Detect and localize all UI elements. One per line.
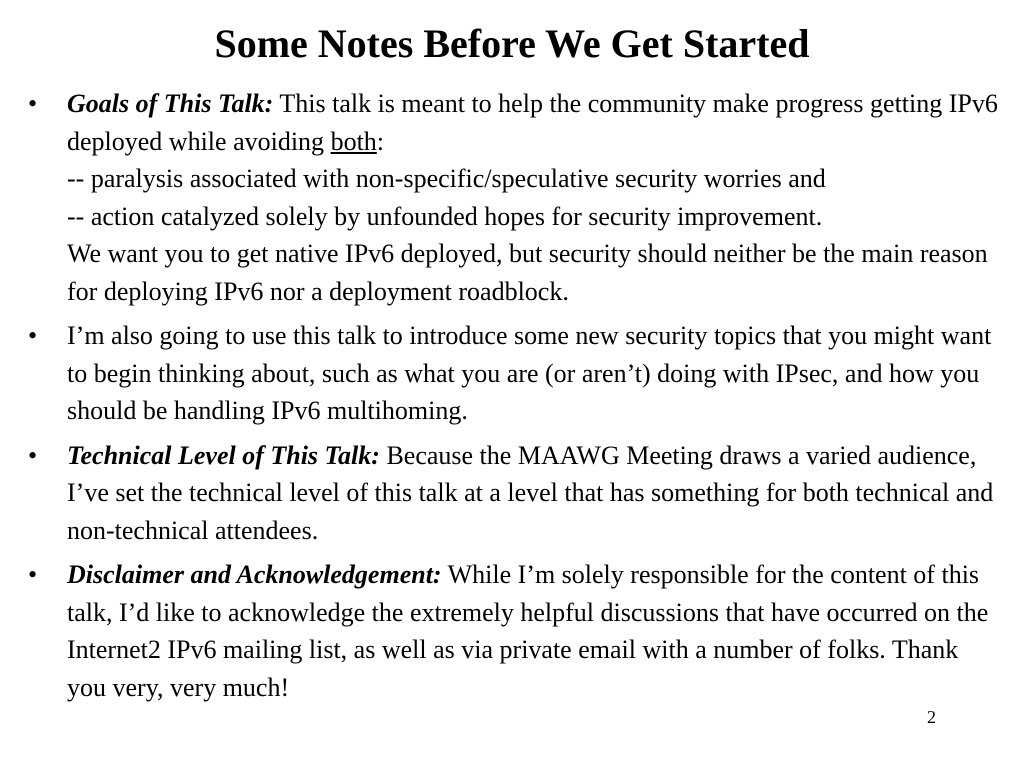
bullet-dot-icon: • xyxy=(28,440,38,470)
slide-title: Some Notes Before We Get Started xyxy=(214,21,810,66)
bullet-new-topics-text: I’m also going to use this talk to introduce some new security topics that you might want to begin thinking about, such as what you are (or aren’t) doing with IPsec, and how you should be handling IPv6 multihoming. xyxy=(67,321,992,425)
bullet-goals-line-3: -- action catalyzed solely by unfounded hopes for security improvement. xyxy=(67,201,823,231)
bullet-new-topics xyxy=(28,317,998,430)
bullet-goals-first-line xyxy=(67,89,998,156)
bullet-disclaimer-lead: Disclaimer and Acknowledgement: xyxy=(67,560,442,589)
bullet-technical-level xyxy=(28,437,998,550)
slide-page-number: 2 xyxy=(927,707,936,727)
bullet-technical-level-lead: Technical Level of This Talk: xyxy=(67,440,380,470)
bullet-goals-underlined-word: both xyxy=(330,126,377,156)
bullet-disclaimer xyxy=(28,556,998,706)
bullet-goals xyxy=(28,85,998,310)
bullet-technical-level-text: Because the MAAWG Meeting draws a varied audience, I’ve set the technical level of this talk at a level that has something for both technical and non-technical attendees. xyxy=(67,440,994,545)
bullet-goals-text-1: This talk is meant to help the community make progress getting IPv6 deployed while avoiding xyxy=(67,89,998,156)
bullet-dot-icon: • xyxy=(28,89,38,118)
bullet-goals-line-4: We want you to get native IPv6 deployed, but security should neither be the main reason for deploying IPv6 nor a deployment roadblock. xyxy=(67,239,988,306)
bullet-dot-icon: • xyxy=(28,560,38,589)
bullet-list xyxy=(28,85,998,713)
bullet-goals-line-2: -- paralysis associated with non-specific/speculative security worries and xyxy=(67,164,826,193)
bullet-dot-icon: • xyxy=(28,321,38,350)
bullet-goals-lead: Goals of This Talk: xyxy=(67,89,274,118)
bullet-disclaimer-text: While I’m solely responsible for the content of this talk, I’d like to acknowledge the extremely helpful discussions that have occurred on the Internet2 IPv6 mailing list, as well as via private email with a number of folks. Thank you very, very much! xyxy=(67,560,989,702)
bullet-goals-text-2: : xyxy=(376,126,385,156)
